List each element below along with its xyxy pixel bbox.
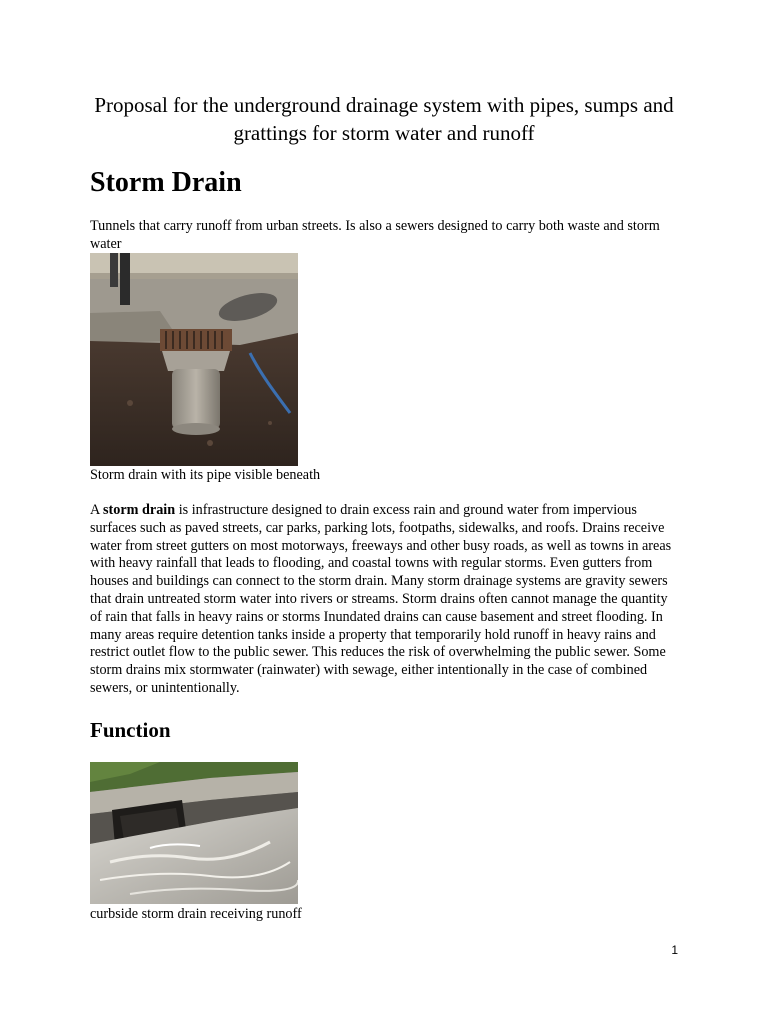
page-number: 1 <box>671 943 678 957</box>
intro-paragraph: Tunnels that carry runoff from urban streets. Is also a sewers designed to carry both waste and storm water <box>90 218 660 252</box>
curbside-drain-photo <box>90 762 298 904</box>
storm-drain-paragraph <box>90 502 680 698</box>
para-rest: is infrastructure designed to drain excess rain and ground water from impervious surfaces such as paved streets, car parks, parking lots, footpaths, sidewalks, and roofs. Drains receive water from street gutters on most motorways, freeways and other busy roads, as well as towns in areas with heavy rainfall that leads to flooding, and coastal towns with regular storms. Even gutters from houses and buildings can connect to the storm drain. Many storm drainage systems are gravity sewers that drain untreated storm water into rivers or streams. Storm drains often cannot manage the quantity of rain that falls in heavy rains or storms Inundated drains can cause basement and street flooding. In many areas require detention tanks inside a property that temporarily hold runoff in heavy rains and restrict outlet flow to the public sewer. This reduces the risk of overwhelming the public sewer. Some storm drains mix stormwater (rainwater) with sewage, either intentionally in the case of combined sewers, or unintentionally. <box>90 502 672 696</box>
para-lead: A <box>90 502 104 518</box>
figure-caption-curbside-drain: curbside storm drain receiving runoff <box>90 906 302 922</box>
storm-drain-photo <box>90 253 298 466</box>
bold-term-storm-drain: storm drain <box>103 502 176 518</box>
figure-caption-storm-drain: Storm drain with its pipe visible beneath <box>90 467 321 483</box>
document-title: Proposal for the underground drainage system with pipes, sumps and grattings for storm water and runoff <box>94 93 674 145</box>
section-heading-function: Function <box>90 718 171 742</box>
section-heading-storm-drain: Storm Drain <box>90 167 242 198</box>
